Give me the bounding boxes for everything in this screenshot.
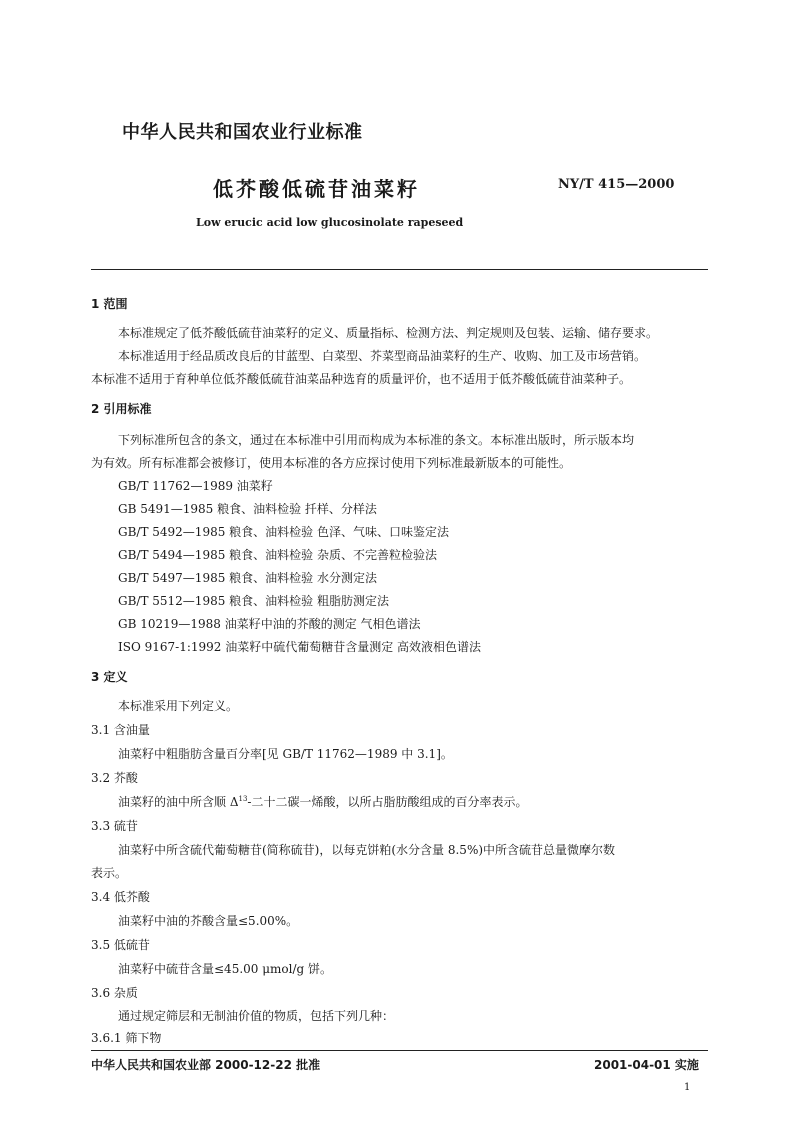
definition-3-3-heading: 3.3 硫苷	[91, 819, 138, 833]
definition-3-6-text: 通过规定筛层和无制油价值的物质，包括下列几种：	[118, 1009, 395, 1023]
issuing-body-header: 中华人民共和国农业行业标准	[122, 122, 363, 143]
reference-item: GB/T 5492—1985 粮食、油料检验 色泽、气味、口味鉴定法	[118, 525, 449, 539]
section-3-intro: 本标准采用下列定义。	[118, 699, 239, 713]
reference-item: GB/T 5494—1985 粮食、油料检验 杂质、不完善粒检验法	[118, 548, 437, 562]
section-2-paragraph-1-cont: 为有效。所有标准都会被修订，使用本标准的各方应探讨使用下列标准最新版本的可能性。	[91, 456, 572, 470]
section-3-heading: 3 定义	[91, 670, 128, 684]
section-1-paragraph-1: 本标准规定了低芥酸低硫苷油菜籽的定义、质量指标、检测方法、判定规则及包装、运输、储存要求。	[118, 326, 659, 340]
english-title: Low erucic acid low glucosinolate rapeseed	[196, 216, 464, 229]
reference-item: ISO 9167-1:1992 油菜籽中硫代葡萄糖苷含量测定 高效液相色谱法	[118, 640, 482, 654]
section-2-paragraph-1: 下列标准所包含的条文，通过在本标准中引用而构成为本标准的条文。本标准出版时，所示版本均	[118, 433, 635, 447]
section-1-paragraph-2: 本标准适用于经品质改良后的甘蓝型、白菜型、芥菜型商品油菜籽的生产、收购、加工及市场营销。	[118, 349, 647, 363]
reference-item: GB 10219—1988 油菜籽中油的芥酸的测定 气相色谱法	[118, 617, 421, 631]
definition-3-5-text: 油菜籽中硫苷含量≤45.00 μmol/g 饼。	[118, 962, 333, 976]
effective-date: 2001-04-01 实施	[594, 1058, 699, 1072]
definition-3-6-heading: 3.6 杂质	[91, 986, 138, 1000]
header-divider	[91, 269, 708, 270]
definition-3-1-text: 油菜籽中粗脂肪含量百分率[见 GB/T 11762—1989 中 3.1]。	[118, 747, 453, 761]
reference-item: GB/T 11762—1989 油菜籽	[118, 479, 273, 493]
section-1-heading: 1 范围	[91, 297, 128, 311]
reference-item: GB/T 5497—1985 粮食、油料检验 水分测定法	[118, 571, 377, 585]
definition-3-2-heading: 3.2 芥酸	[91, 771, 138, 785]
definition-3-6-1-heading: 3.6.1 筛下物	[91, 1031, 162, 1045]
section-1-paragraph-2-cont: 本标准不适用于育种单位低芥酸低硫苷油菜品种选育的质量评价，也不适用于低芥酸低硫苷油菜种子。	[91, 372, 632, 386]
standard-title: 低芥酸低硫苷油菜籽	[213, 177, 420, 201]
reference-item: GB 5491—1985 粮食、油料检验 扦样、分样法	[118, 502, 377, 516]
definition-3-3-text-cont: 表示。	[91, 866, 128, 880]
definition-3-4-heading: 3.4 低芥酸	[91, 890, 150, 904]
page-number: 1	[684, 1082, 691, 1093]
footer-divider	[91, 1050, 708, 1051]
approval-line: 中华人民共和国农业部 2000-12-22 批准	[91, 1058, 321, 1072]
definition-3-1-heading: 3.1 含油量	[91, 723, 150, 737]
definition-3-5-heading: 3.5 低硫苷	[91, 938, 150, 952]
definition-3-3-text: 油菜籽中所含硫代葡萄糖苷(简称硫苷)，以每克饼粕(水分含量 8.5%)中所含硫苷总量微摩尔数	[118, 843, 616, 857]
definition-3-2-text: 油菜籽的油中所含顺 $\Delta^{13}-$二十二碳一烯酸，以所占脂肪酸组成的百分率表示。	[118, 795, 528, 809]
section-2-heading: 2 引用标准	[91, 402, 152, 416]
definition-3-4-text: 油菜籽中油的芥酸含量≤5.00%。	[118, 914, 299, 928]
reference-item: GB/T 5512—1985 粮食、油料检验 粗脂肪测定法	[118, 594, 389, 608]
standard-code: NY/T 415—2000	[558, 177, 675, 192]
